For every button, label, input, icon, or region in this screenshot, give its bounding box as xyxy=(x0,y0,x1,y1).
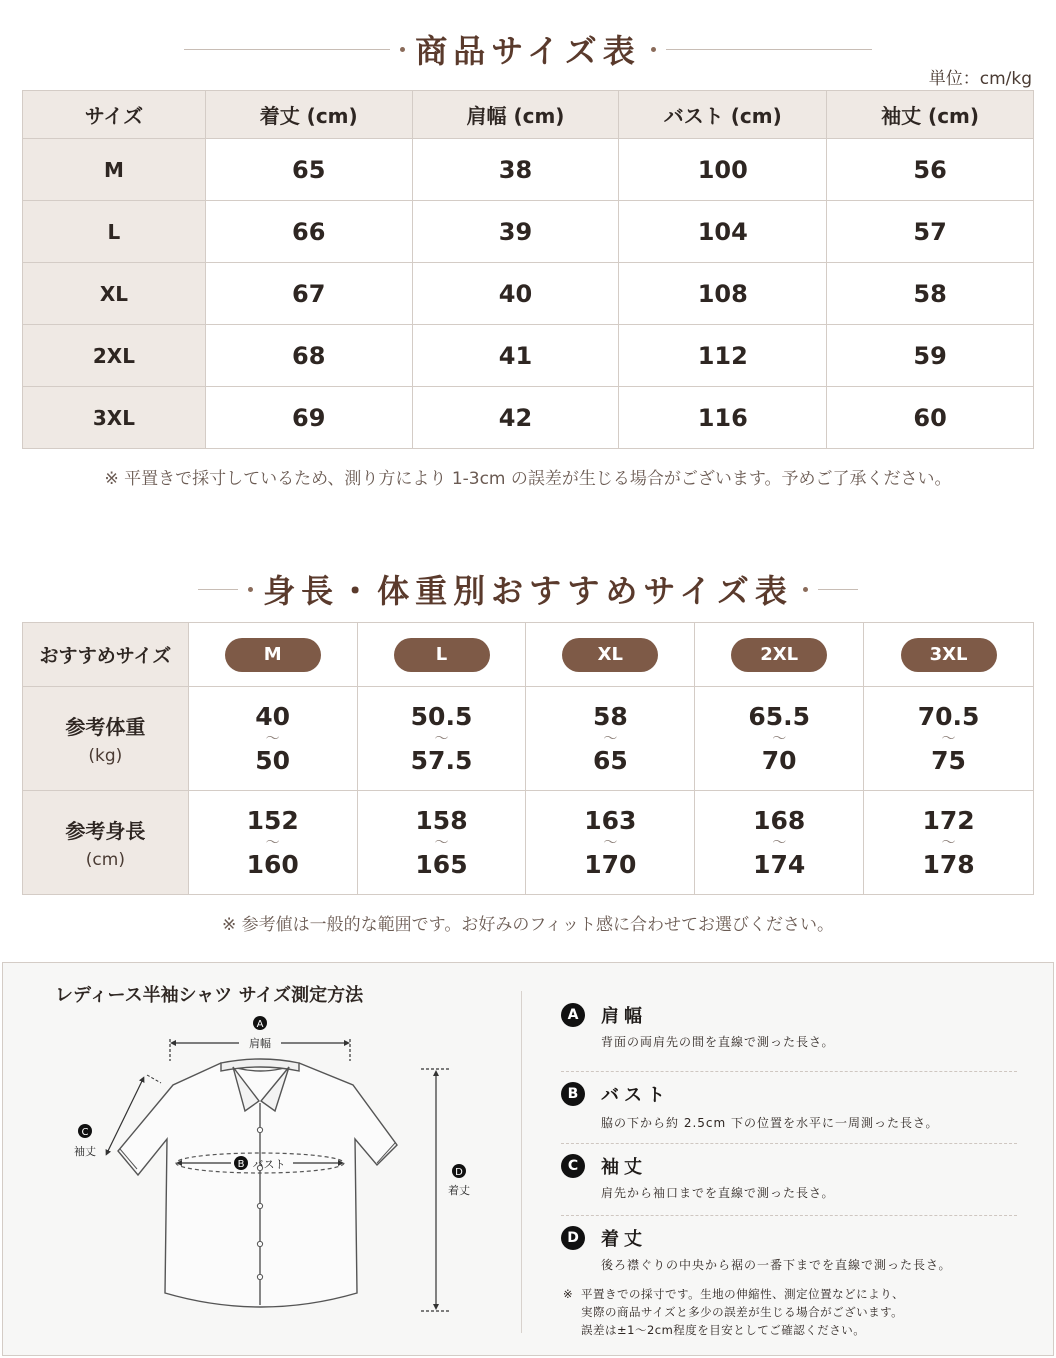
heading-rule-right xyxy=(666,49,872,50)
table-cell: 56 xyxy=(827,139,1034,201)
range-tilde: ～ xyxy=(941,834,956,851)
size-pill-cell xyxy=(695,623,864,687)
range-max: 178 xyxy=(922,849,975,879)
range-cell xyxy=(188,791,357,895)
size-pill: M xyxy=(225,638,321,672)
range-min: 50.5 xyxy=(410,701,473,731)
measurement-guide xyxy=(2,962,1054,1356)
marker-b-letter: B xyxy=(237,1159,245,1170)
table-cell: 112 xyxy=(619,325,827,387)
header-cell: サイズ xyxy=(23,91,206,139)
range-min: 58 xyxy=(592,701,628,731)
measurement-footnote xyxy=(563,1285,904,1339)
shirt-diagram xyxy=(3,1003,513,1353)
range-min: 168 xyxy=(753,805,806,835)
table-cell: 42 xyxy=(412,387,619,449)
weight-label: 参考体重 xyxy=(65,715,146,739)
footnote-line: 実際の商品サイズと多少の誤差が生じる場合がございます。 xyxy=(581,1305,904,1319)
heading-dot xyxy=(400,47,405,52)
range-tilde: ～ xyxy=(772,834,787,851)
range-tilde: ～ xyxy=(772,730,787,747)
table-cell: 116 xyxy=(619,387,827,449)
letter-badge: C xyxy=(561,1154,585,1178)
size-pill: L xyxy=(394,638,490,672)
range-max: 75 xyxy=(931,745,966,775)
range-max: 50 xyxy=(255,745,291,775)
item-desc: 後ろ襟ぐりの中央から裾の一番下までを直線で測った長さ。 xyxy=(601,1258,952,1272)
measurement-item xyxy=(561,1143,1017,1215)
table-row xyxy=(23,263,1034,325)
marker-b-label: バスト xyxy=(252,1158,286,1171)
unit-label: 単位：cm/kg xyxy=(928,69,1032,89)
size-pill-cell xyxy=(357,623,526,687)
recommend-table xyxy=(22,622,1034,895)
item-title: 袖丈 xyxy=(601,1157,647,1178)
table-cell: 104 xyxy=(619,201,827,263)
range-tilde: ～ xyxy=(265,730,280,747)
heading-rule-left xyxy=(198,589,238,590)
size-pill-cell xyxy=(526,623,695,687)
table-cell: 59 xyxy=(827,325,1034,387)
range-max: 160 xyxy=(246,849,299,879)
letter-badge: B xyxy=(561,1082,585,1106)
heading-dot xyxy=(651,47,656,52)
item-desc: 脇の下から約 2.5cm 下の位置を水平に一周測った長さ。 xyxy=(601,1116,939,1130)
range-tilde: ～ xyxy=(265,834,280,851)
marker-a-label: 肩幅 xyxy=(249,1037,271,1050)
marker-d-label: 着丈 xyxy=(448,1184,470,1197)
measurement-item xyxy=(561,999,1017,1071)
size-chart-heading xyxy=(0,26,1056,72)
size-cell: 3XL xyxy=(23,387,206,449)
recommend-size-label-cell xyxy=(23,623,189,687)
footnote-line: 平置きでの採寸です。生地の伸縮性、測定位置などにより、 xyxy=(581,1287,905,1301)
range-min: 152 xyxy=(246,805,299,835)
heading-dot xyxy=(803,587,808,592)
table-cell: 69 xyxy=(205,387,412,449)
measurement-title: レディース半袖シャツ サイズ測定方法 xyxy=(55,985,364,1006)
letter-badge: A xyxy=(561,1003,585,1027)
recommend-chart-note: ※ 参考値は一般的な範囲です。お好みのフィット感に合わせてお選びください。 xyxy=(222,915,834,935)
range-cell xyxy=(357,687,526,791)
header-cell: 肩幅 (cm) xyxy=(412,91,619,139)
size-pill: 2XL xyxy=(731,638,827,672)
table-row xyxy=(23,201,1034,263)
table-cell: 66 xyxy=(205,201,412,263)
size-pill: 3XL xyxy=(901,638,997,672)
range-tilde: ～ xyxy=(603,834,618,851)
table-cell: 40 xyxy=(412,263,619,325)
size-cell: M xyxy=(23,139,206,201)
marker-c-label: 袖丈 xyxy=(74,1145,96,1158)
range-cell xyxy=(864,687,1034,791)
marker-c-letter: C xyxy=(81,1127,89,1138)
item-title: バスト xyxy=(601,1085,670,1106)
range-tilde: ～ xyxy=(434,834,449,851)
letter-badge: D xyxy=(561,1226,585,1250)
range-min: 70.5 xyxy=(917,701,980,731)
weight-unit: (kg) xyxy=(88,746,123,766)
size-cell: 2XL xyxy=(23,325,206,387)
range-cell xyxy=(357,791,526,895)
range-max: 70 xyxy=(761,745,797,775)
table-cell: 41 xyxy=(412,325,619,387)
header-cell: バスト (cm) xyxy=(619,91,827,139)
heading-rule-left xyxy=(184,49,390,50)
range-cell xyxy=(864,791,1034,895)
table-cell: 67 xyxy=(205,263,412,325)
table-cell: 68 xyxy=(205,325,412,387)
range-cell xyxy=(695,791,864,895)
table-cell: 108 xyxy=(619,263,827,325)
weight-row xyxy=(23,687,1034,791)
table-row xyxy=(23,325,1034,387)
table-cell: 57 xyxy=(827,201,1034,263)
item-title: 着丈 xyxy=(601,1229,647,1250)
marker-d-letter: D xyxy=(455,1167,463,1178)
recommend-chart-heading xyxy=(0,566,1056,612)
range-min: 40 xyxy=(255,701,291,731)
footnote-line: 誤差は±1～2cm程度を目安としてご確認ください。 xyxy=(581,1323,866,1337)
length-arrow xyxy=(421,1069,449,1311)
range-max: 170 xyxy=(584,849,637,879)
item-desc: 背面の両肩先の間を直線で測った長さ。 xyxy=(601,1035,835,1049)
measurement-items xyxy=(561,999,1017,1287)
header-cell: 着丈 (cm) xyxy=(205,91,412,139)
size-pill-cell xyxy=(188,623,357,687)
table-cell: 58 xyxy=(827,263,1034,325)
heading-rule-right xyxy=(818,589,858,590)
range-min: 163 xyxy=(584,805,637,835)
measurement-item xyxy=(561,1215,1017,1287)
guide-divider xyxy=(521,991,522,1333)
size-chart-note: ※ 平置きで採寸しているため、測り方により 1-3cm の誤差が生じる場合がございます。予めご了承ください。 xyxy=(104,469,952,489)
measurement-item xyxy=(561,1071,1017,1143)
heading-dot xyxy=(248,587,253,592)
table-cell: 100 xyxy=(619,139,827,201)
range-max: 165 xyxy=(415,849,468,879)
weight-label-cell xyxy=(23,687,189,791)
table-row xyxy=(23,387,1034,449)
height-row xyxy=(23,791,1034,895)
range-max: 174 xyxy=(753,849,806,879)
range-min: 172 xyxy=(922,805,975,835)
item-desc: 肩先から袖口までを直線で測った長さ。 xyxy=(601,1186,835,1200)
range-max: 65 xyxy=(592,745,628,775)
table-row xyxy=(23,139,1034,201)
size-cell: XL xyxy=(23,263,206,325)
size-pill: XL xyxy=(562,638,658,672)
recommend-size-row xyxy=(23,623,1034,687)
table-cell: 60 xyxy=(827,387,1034,449)
marker-a-letter: A xyxy=(256,1019,264,1030)
range-cell xyxy=(526,791,695,895)
item-title: 肩幅 xyxy=(601,1006,647,1027)
range-cell xyxy=(695,687,864,791)
height-label-cell xyxy=(23,791,189,895)
recommend-chart-title: 身長・体重別おすすめサイズ表 xyxy=(263,572,793,610)
table-cell: 39 xyxy=(412,201,619,263)
header-cell: 袖丈 (cm) xyxy=(827,91,1034,139)
table-cell: 38 xyxy=(412,139,619,201)
range-cell xyxy=(188,687,357,791)
range-min: 158 xyxy=(415,805,468,835)
size-chart-title: 商品サイズ表 xyxy=(415,32,641,70)
shirt-outline xyxy=(118,1059,397,1307)
footnote-mark: ※ xyxy=(563,1287,574,1301)
size-table-header xyxy=(23,91,1034,139)
height-unit: (cm) xyxy=(85,850,125,870)
range-tilde: ～ xyxy=(941,730,956,747)
size-pill-cell xyxy=(864,623,1034,687)
height-label: 参考身長 xyxy=(65,819,146,843)
table-cell: 65 xyxy=(205,139,412,201)
range-tilde: ～ xyxy=(603,730,618,747)
range-cell xyxy=(526,687,695,791)
range-min: 65.5 xyxy=(748,701,811,731)
range-max: 57.5 xyxy=(410,745,473,775)
range-tilde: ～ xyxy=(434,730,449,747)
size-chart-table xyxy=(22,90,1034,449)
recommend-size-label: おすすめサイズ xyxy=(39,645,172,667)
size-cell: L xyxy=(23,201,206,263)
